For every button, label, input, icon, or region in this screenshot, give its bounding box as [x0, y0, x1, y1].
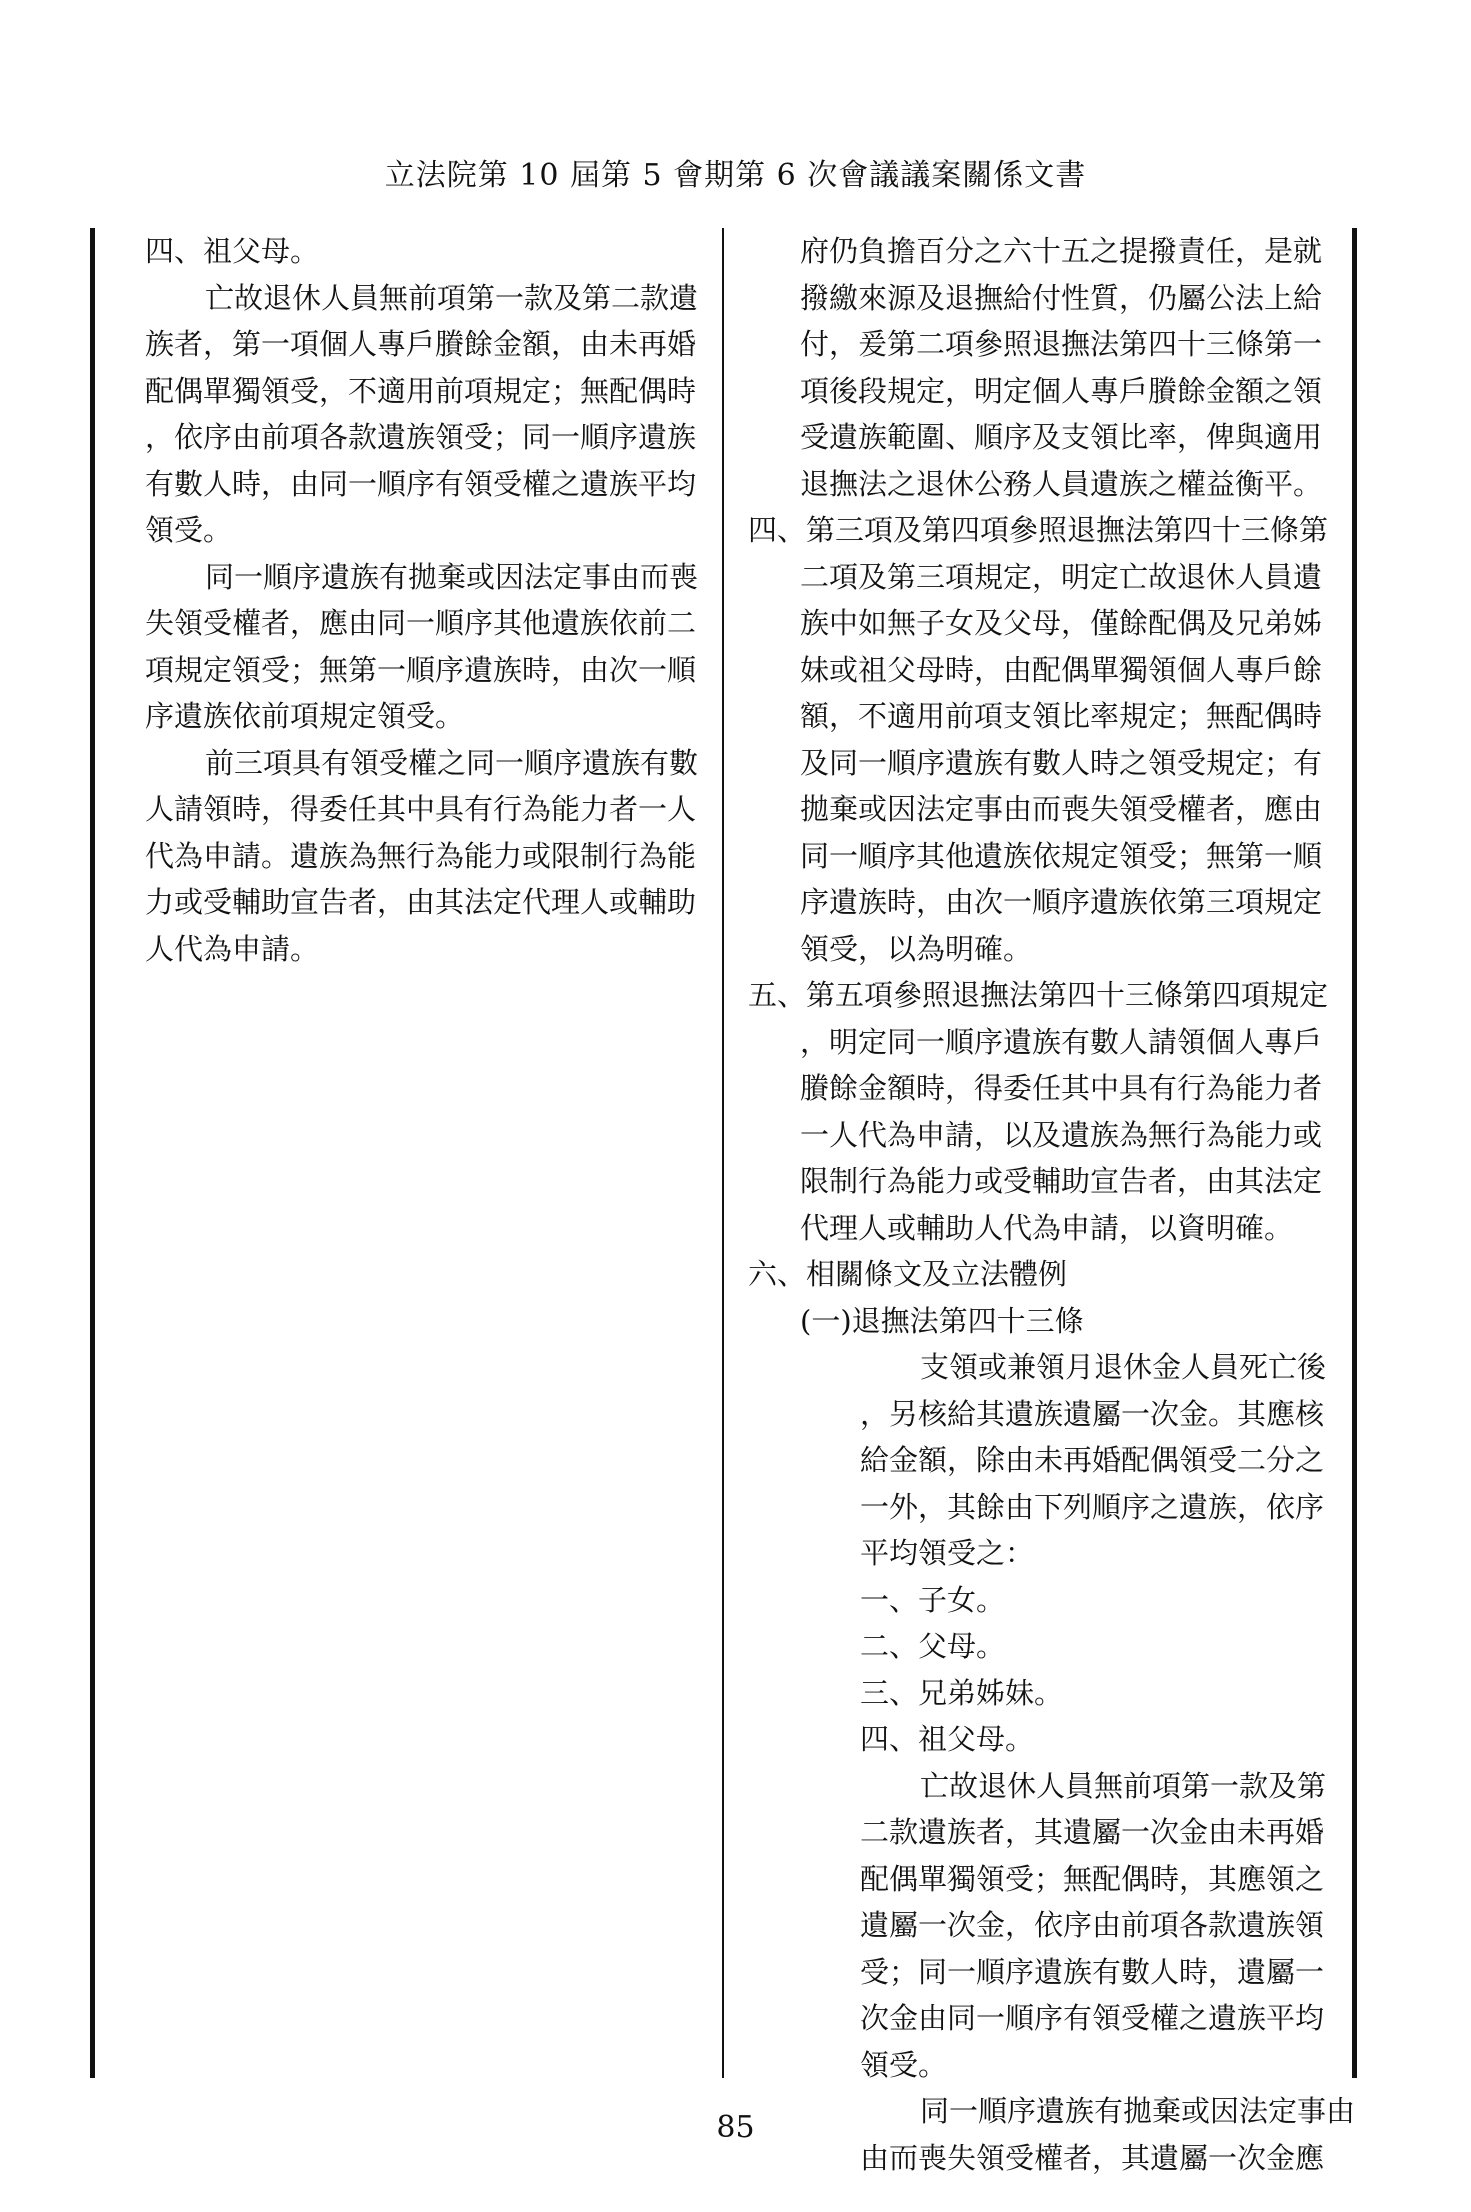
- text-line: 同一順序遺族有拋棄或因法定事由: [920, 2094, 1356, 2128]
- text-line: 失領受權者，應由同一順序其他遺族依前二: [145, 606, 697, 640]
- text-line: 給金額，除由未再婚配偶領受二分之: [860, 1443, 1325, 1477]
- text-line: ，依序由前項各款遺族領受；同一順序遺族: [145, 420, 697, 454]
- text-line: 由而喪失領受權者，其遺屬一次金應: [860, 2140, 1325, 2175]
- text-line: 領受。: [860, 2047, 948, 2082]
- text-line: 府仍負擔百分之六十五之提撥責任，是就: [800, 234, 1323, 268]
- text-line: 支領或兼領月退休金人員死亡後: [920, 1350, 1327, 1384]
- text-line: 受；同一順序遺族有數人時，遺屬一: [860, 1954, 1325, 1989]
- text-line: 領受，以為明確。: [800, 931, 1033, 966]
- text-line: ，明定同一順序遺族有數人請領個人專戶: [800, 1024, 1323, 1059]
- text-line: 亡故退休人員無前項第一款及第: [920, 1768, 1327, 1803]
- text-line: 四、第三項及第四項參照退撫法第四十三條第: [748, 513, 1329, 547]
- text-line: 額，不適用前項支領比率規定；無配偶時: [800, 699, 1323, 733]
- text-line: 族者，第一項個人專戶賸餘金額，由未再婚: [145, 327, 697, 361]
- text-line: 序遺族時，由次一順序遺族依第三項規定: [800, 885, 1323, 919]
- text-line: 項規定領受；無第一順序遺族時，由次一順: [145, 652, 697, 687]
- text-line: 賸餘金額時，得委任其中具有行為能力者: [800, 1071, 1323, 1105]
- text-line: 同一順序其他遺族依規定領受；無第一順: [800, 838, 1323, 873]
- text-line: 前三項具有領受權之同一順序遺族有數: [205, 745, 699, 780]
- text-line: 同一順序遺族有拋棄或因法定事由而喪: [205, 559, 699, 594]
- right-border-rule: [1352, 228, 1357, 2078]
- left-text-column: [145, 228, 705, 972]
- text-line: 有數人時，由同一順序有領受權之遺族平均: [145, 466, 697, 501]
- right-text-column: [748, 228, 1356, 2181]
- text-line: 遺屬一次金，依序由前項各款遺族領: [860, 1908, 1325, 1942]
- text-line: 妹或祖父母時，由配偶單獨領個人專戶餘: [800, 652, 1323, 687]
- text-line: 限制行為能力或受輔助宣告者，由其法定: [800, 1164, 1323, 1198]
- page-number: 85: [716, 2110, 755, 2145]
- text-line: 項後段規定，明定個人專戶賸餘金額之領: [800, 373, 1323, 408]
- text-line: 六、相關條文及立法體例: [748, 1257, 1068, 1291]
- text-line: 及同一順序遺族有數人時之領受規定；有: [800, 745, 1323, 780]
- text-line: 撥繳來源及退撫給付性質，仍屬公法上給: [800, 280, 1323, 315]
- text-line: 平均領受之：: [860, 1536, 1035, 1570]
- text-line: 五、第五項參照退撫法第四十三條第四項規定: [748, 978, 1329, 1012]
- text-line: 配偶單獨領受，不適用前項規定；無配偶時: [145, 373, 697, 408]
- text-line: 一外，其餘由下列順序之遺族，依序: [860, 1489, 1325, 1524]
- text-line: 拋棄或因法定事由而喪失領受權者，應由: [800, 792, 1323, 826]
- text-line: 三、兄弟姊妹。: [860, 1675, 1064, 1710]
- text-line: 力或受輔助宣告者，由其法定代理人或輔助: [145, 885, 697, 919]
- text-line: 族中如無子女及父母，僅餘配偶及兄弟姊: [800, 606, 1323, 640]
- text-line: 二款遺族者，其遺屬一次金由未再婚: [860, 1815, 1325, 1849]
- text-line: 領受。: [145, 513, 233, 547]
- left-border-rule: [90, 228, 95, 2078]
- text-line: 二項及第三項規定，明定亡故退休人員遺: [800, 559, 1323, 594]
- text-line: 次金由同一順序有領受權之遺族平均: [860, 2001, 1325, 2035]
- text-line: 代為申請。遺族為無行為能力或限制行為能: [145, 838, 697, 873]
- text-line: 人代為申請。: [145, 931, 320, 966]
- text-line: 退撫法之退休公務人員遺族之權益衡平。: [800, 466, 1323, 501]
- column-divider-rule: [722, 228, 724, 2078]
- document-header: 立法院第 10 屆第 5 會期第 6 次會議議案關係文書: [384, 158, 1087, 193]
- text-line: 四、祖父母。: [860, 1722, 1035, 1756]
- text-line: 人請領時，得委任其中具有行為能力者一人: [145, 792, 697, 826]
- text-line: 四、祖父母。: [145, 234, 320, 268]
- text-line: 受遺族範圍、順序及支領比率，俾與適用: [800, 420, 1323, 454]
- text-line: 序遺族依前項規定領受。: [145, 699, 465, 733]
- text-line: 一人代為申請，以及遺族為無行為能力或: [800, 1117, 1323, 1152]
- text-line: 一、子女。: [860, 1582, 1006, 1617]
- text-line: (一)退撫法第四十三條: [800, 1303, 1084, 1338]
- text-line: 二、父母。: [860, 1629, 1006, 1663]
- text-line: 亡故退休人員無前項第一款及第二款遺: [205, 280, 699, 315]
- text-line: 代理人或輔助人代為申請，以資明確。: [800, 1210, 1294, 1245]
- text-line: 付，爰第二項參照退撫法第四十三條第一: [800, 327, 1323, 361]
- text-line: ，另核給其遺族遺屬一次金。其應核: [860, 1396, 1325, 1431]
- text-line: 配偶單獨領受；無配偶時，其應領之: [860, 1861, 1325, 1896]
